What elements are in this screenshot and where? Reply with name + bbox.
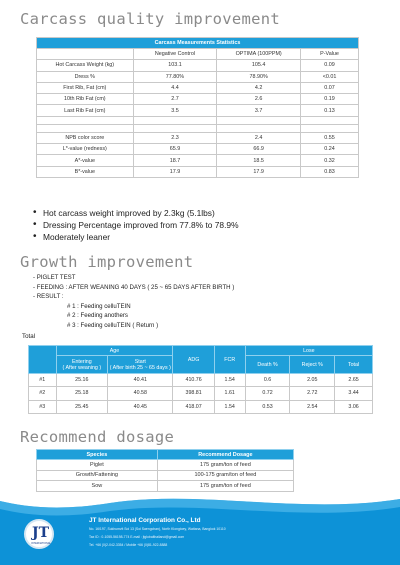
carcass-header bbox=[37, 49, 134, 60]
company-phone: Tel. +66 (0)2-042-3354 / Mobile +66 (0)81-922-8888 bbox=[89, 543, 168, 547]
test-line: - PIGLET TEST bbox=[33, 274, 76, 281]
group-line: # 1 : Feeding celluTEIN bbox=[67, 302, 131, 310]
growth-table bbox=[28, 345, 373, 414]
table-row: Piglet 175 gram/ton of feed bbox=[37, 460, 294, 471]
table-row: L*-value (redness) 65.9 66.9 0.24 bbox=[37, 144, 359, 155]
table-row: #2 25.18 40.58 398.81 1.61 0.72 2.72 3.44 bbox=[29, 387, 373, 400]
growth-header-lose: Lose bbox=[245, 346, 372, 356]
growth-header-entering: Entering ( After weaning ) bbox=[56, 356, 108, 374]
table-row: Sow 175 gram/ton of feed bbox=[37, 481, 294, 492]
table-row: A*-value 18.7 18.5 0.32 bbox=[37, 155, 359, 166]
list-item: • Hot carcass weight improved by 2.3kg (5.1lbs) bbox=[33, 207, 239, 219]
company-address: No. 16/197, Sukhumvit Soi 13 (Soi Saengchan), North Klongtoey, Wattana, Bangkok 10110 bbox=[89, 527, 226, 531]
growth-test-description bbox=[33, 273, 234, 331]
table-row: 10th Rib Fat (cm) 2.7 2.6 0.19 bbox=[37, 94, 359, 105]
growth-header-fcr: FCR bbox=[214, 346, 245, 374]
growth-header-blank bbox=[29, 346, 57, 374]
growth-header-death: Death % bbox=[245, 356, 290, 374]
growth-section-title: Growth improvement bbox=[20, 253, 194, 271]
carcass-bullet-list bbox=[33, 207, 239, 244]
table-row: Hot Carcass Weight (kg) 103.1 105.4 0.09 bbox=[37, 60, 359, 71]
group-line: # 2 : Feeding anothers bbox=[67, 312, 128, 320]
table-spacer-row bbox=[37, 116, 359, 124]
dosage-table bbox=[36, 449, 294, 492]
table-row: #3 25.45 40.45 418.07 1.54 0.53 2.54 3.06 bbox=[29, 400, 373, 413]
table-spacer-row bbox=[37, 124, 359, 132]
growth-header-age: Age bbox=[56, 346, 173, 356]
feeding-line: - FEEDING : AFTER WEANING 40 DAYS ( 25 ~ 65 DAYS AFTER BIRTH ) bbox=[33, 283, 235, 291]
list-item: • Moderately leaner bbox=[33, 231, 239, 243]
total-label: Total bbox=[22, 333, 36, 340]
carcass-table-title: Carcass Measurements Statistics bbox=[37, 38, 359, 49]
table-row: First Rib, Fat (cm) 4.4 4.2 0.07 bbox=[37, 82, 359, 93]
list-item: • Dressing Percentage improved from 77.8% to 78.9% bbox=[33, 219, 239, 231]
carcass-header: P-Value bbox=[301, 49, 359, 60]
dosage-header-species: Species bbox=[37, 450, 158, 460]
company-contact: Tax ID : 0-1055-56198-774 E-mail : jtglobalthailand@gmail.com bbox=[89, 535, 185, 539]
company-name: JT International Corporation Co., Ltd bbox=[89, 517, 201, 524]
table-row: NPB color score 2.3 2.4 0.55 bbox=[37, 132, 359, 143]
carcass-table bbox=[36, 37, 359, 178]
growth-header-start: Start ( After birth 25 ~ 65 days ) bbox=[108, 356, 173, 374]
table-row: Growth/Fattening 100-175 gram/ton of feed bbox=[37, 470, 294, 481]
table-row: Dress % 77.80% 78.90% <0.01 bbox=[37, 71, 359, 82]
carcass-header: Negative Control bbox=[133, 49, 217, 60]
company-logo: JT INTERNATIONAL bbox=[24, 519, 54, 549]
table-row: B*-value 17.9 17.9 0.83 bbox=[37, 166, 359, 177]
footer bbox=[0, 493, 400, 565]
carcass-header: OPTIMA (100PPM) bbox=[217, 49, 301, 60]
carcass-section-title: Carcass quality improvement bbox=[20, 10, 281, 28]
growth-header-adg: ADG bbox=[173, 346, 214, 374]
dosage-section-title: Recommend dosage bbox=[20, 428, 175, 446]
table-row: Last Rib Fat (cm) 3.5 3.7 0.13 bbox=[37, 105, 359, 116]
growth-header-reject: Reject % bbox=[290, 356, 335, 374]
growth-header-total: Total bbox=[335, 356, 373, 374]
dosage-header-dosage: Recommend Dosage bbox=[157, 450, 293, 460]
group-line: # 3 : Feeding celluTEIN ( Return ) bbox=[67, 321, 159, 329]
table-row: #1 25.16 40.41 410.76 1.54 0.6 2.05 2.65 bbox=[29, 374, 373, 387]
result-line: - RESULT : bbox=[33, 293, 64, 301]
